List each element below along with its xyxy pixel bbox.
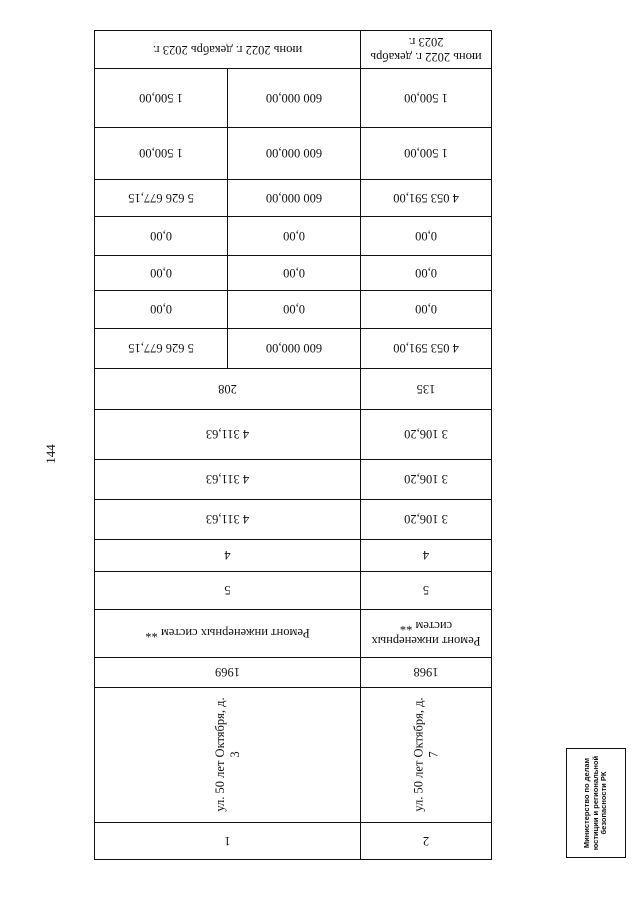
- table-cell: 3 106,20: [404, 472, 448, 487]
- table-cell: 1969: [215, 665, 240, 680]
- table-cell: 5: [224, 583, 231, 598]
- table-cell: 600 000,00: [265, 91, 323, 105]
- table-cell: Ремонт инженерных систем **: [145, 626, 310, 641]
- table-cell: 0,00: [283, 302, 305, 317]
- table-cell: 5: [422, 583, 430, 598]
- table-cell: 4 053 591,00: [393, 341, 459, 356]
- table-cell: 5 626 677,15: [128, 191, 194, 205]
- table-cell: 1 500,00: [404, 91, 448, 105]
- header-cell: июнь 2022 г. декабрь 2023 г.: [152, 43, 303, 57]
- table-cell: 0,00: [150, 266, 172, 280]
- table-cell: 4: [422, 548, 430, 563]
- stamp-text: Министерство по делам юстиции и региональной безопасности РК: [582, 755, 609, 851]
- address-text: ул. 50 лет Октября, д. 3: [212, 697, 242, 812]
- data-table: [94, 30, 492, 860]
- table-cell: 0,00: [415, 302, 437, 317]
- table-cell: 600 000,00: [265, 341, 323, 356]
- table-cell: 1: [224, 834, 231, 848]
- table-cell: 4 053 591,00: [393, 191, 459, 205]
- table-cell: 1 500,00: [139, 146, 183, 161]
- table-cell: 2: [422, 834, 430, 848]
- table-cell: 1 500,00: [139, 91, 183, 105]
- table-cell: 4: [224, 548, 231, 563]
- table-cell: 600 000,00: [265, 191, 323, 205]
- table-cell: Ремонт инженерных систем **: [371, 619, 481, 648]
- table-cell: 0,00: [283, 229, 305, 243]
- table-cell: 0,00: [415, 266, 437, 280]
- table-cell: 3 106,20: [404, 427, 448, 442]
- table-cell: 0,00: [415, 229, 437, 243]
- table-cell: 0,00: [283, 266, 305, 280]
- table-cell: 4 311,63: [205, 512, 250, 527]
- page-number: 144: [43, 444, 58, 464]
- table-cell: 135: [416, 382, 436, 396]
- table-cell: 4 311,63: [205, 472, 250, 487]
- table-cell: 3 106,20: [404, 512, 448, 527]
- table-cell: 0,00: [150, 229, 172, 243]
- table-cell: [359, 690, 494, 820]
- table-cell: 208: [218, 382, 237, 396]
- table-cell: 0,00: [150, 302, 172, 317]
- official-stamp: [566, 748, 626, 858]
- table-cell: 1 500,00: [404, 146, 448, 161]
- header-cell: июнь 2022 г. декабрь 2023 г.: [370, 35, 482, 65]
- table-cell: 4 311,63: [205, 427, 250, 442]
- address-text: ул. 50 лет Октября, д. 7: [411, 697, 440, 812]
- table-cell: 5 626 677,15: [128, 341, 194, 356]
- table-cell: 600 000,00: [265, 146, 323, 161]
- table-cell: 1968: [413, 665, 439, 680]
